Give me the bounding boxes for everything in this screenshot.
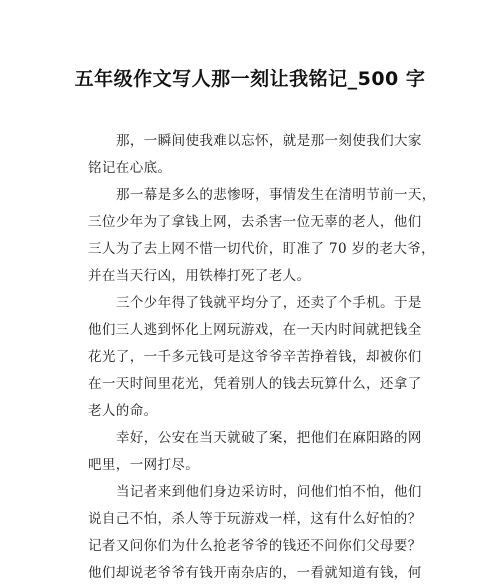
body-line: 幸好，公安在当天就破了案，把他们在麻阳路的网 (116, 430, 422, 446)
body-line: 铭记在心底。 (88, 160, 172, 176)
body-line: 吧里，一网打尽。 (88, 457, 200, 473)
body-line: 他们三人逃到怀化上网玩游戏，在一天内时间就把钱全 (88, 322, 422, 338)
body-line: 并在当天行凶，用铁棒打死了老人。 (88, 268, 311, 284)
document-body (88, 128, 436, 587)
body-line: 记者又问你们为什么抢老爷爷的钱还不问你们父母要？ (88, 538, 422, 554)
body-line: 老人的命。 (88, 403, 158, 419)
body-line: 他们却说老爷爷有钱开南杂店的，一看就知道有钱，何 (88, 565, 422, 581)
body-line: 花光了，一千多元钱可是这爷爷辛苦挣着钱，却被你们 (88, 349, 422, 365)
body-line: 那，一瞬间使我难以忘怀，就是那一刻使我们大家 (116, 133, 422, 149)
document-title: 五年级作文写人那一刻让我铭记_500 字 (74, 68, 426, 90)
body-line: 那一幕是多么的悲惨呀，事情发生在清明节前一天， (116, 187, 436, 203)
body-line: 三个少年得了钱就平均分了，还卖了个手机。于是 (116, 295, 422, 311)
body-line: 三位少年为了拿钱上网，去杀害一位无辜的老人，他们 (88, 214, 422, 230)
body-line: 说自己不怕，杀人等于玩游戏一样，这有什么好怕的？ (88, 511, 422, 527)
body-line: 三人为了去上网不惜一切代价，盯准了 70 岁的老大爷， (88, 241, 436, 257)
body-line: 当记者来到他们身边采访时，问他们怕不怕，他们 (116, 484, 422, 500)
body-line: 在一天时间里花光，凭着别人的钱去玩算什么，还拿了 (88, 376, 422, 392)
